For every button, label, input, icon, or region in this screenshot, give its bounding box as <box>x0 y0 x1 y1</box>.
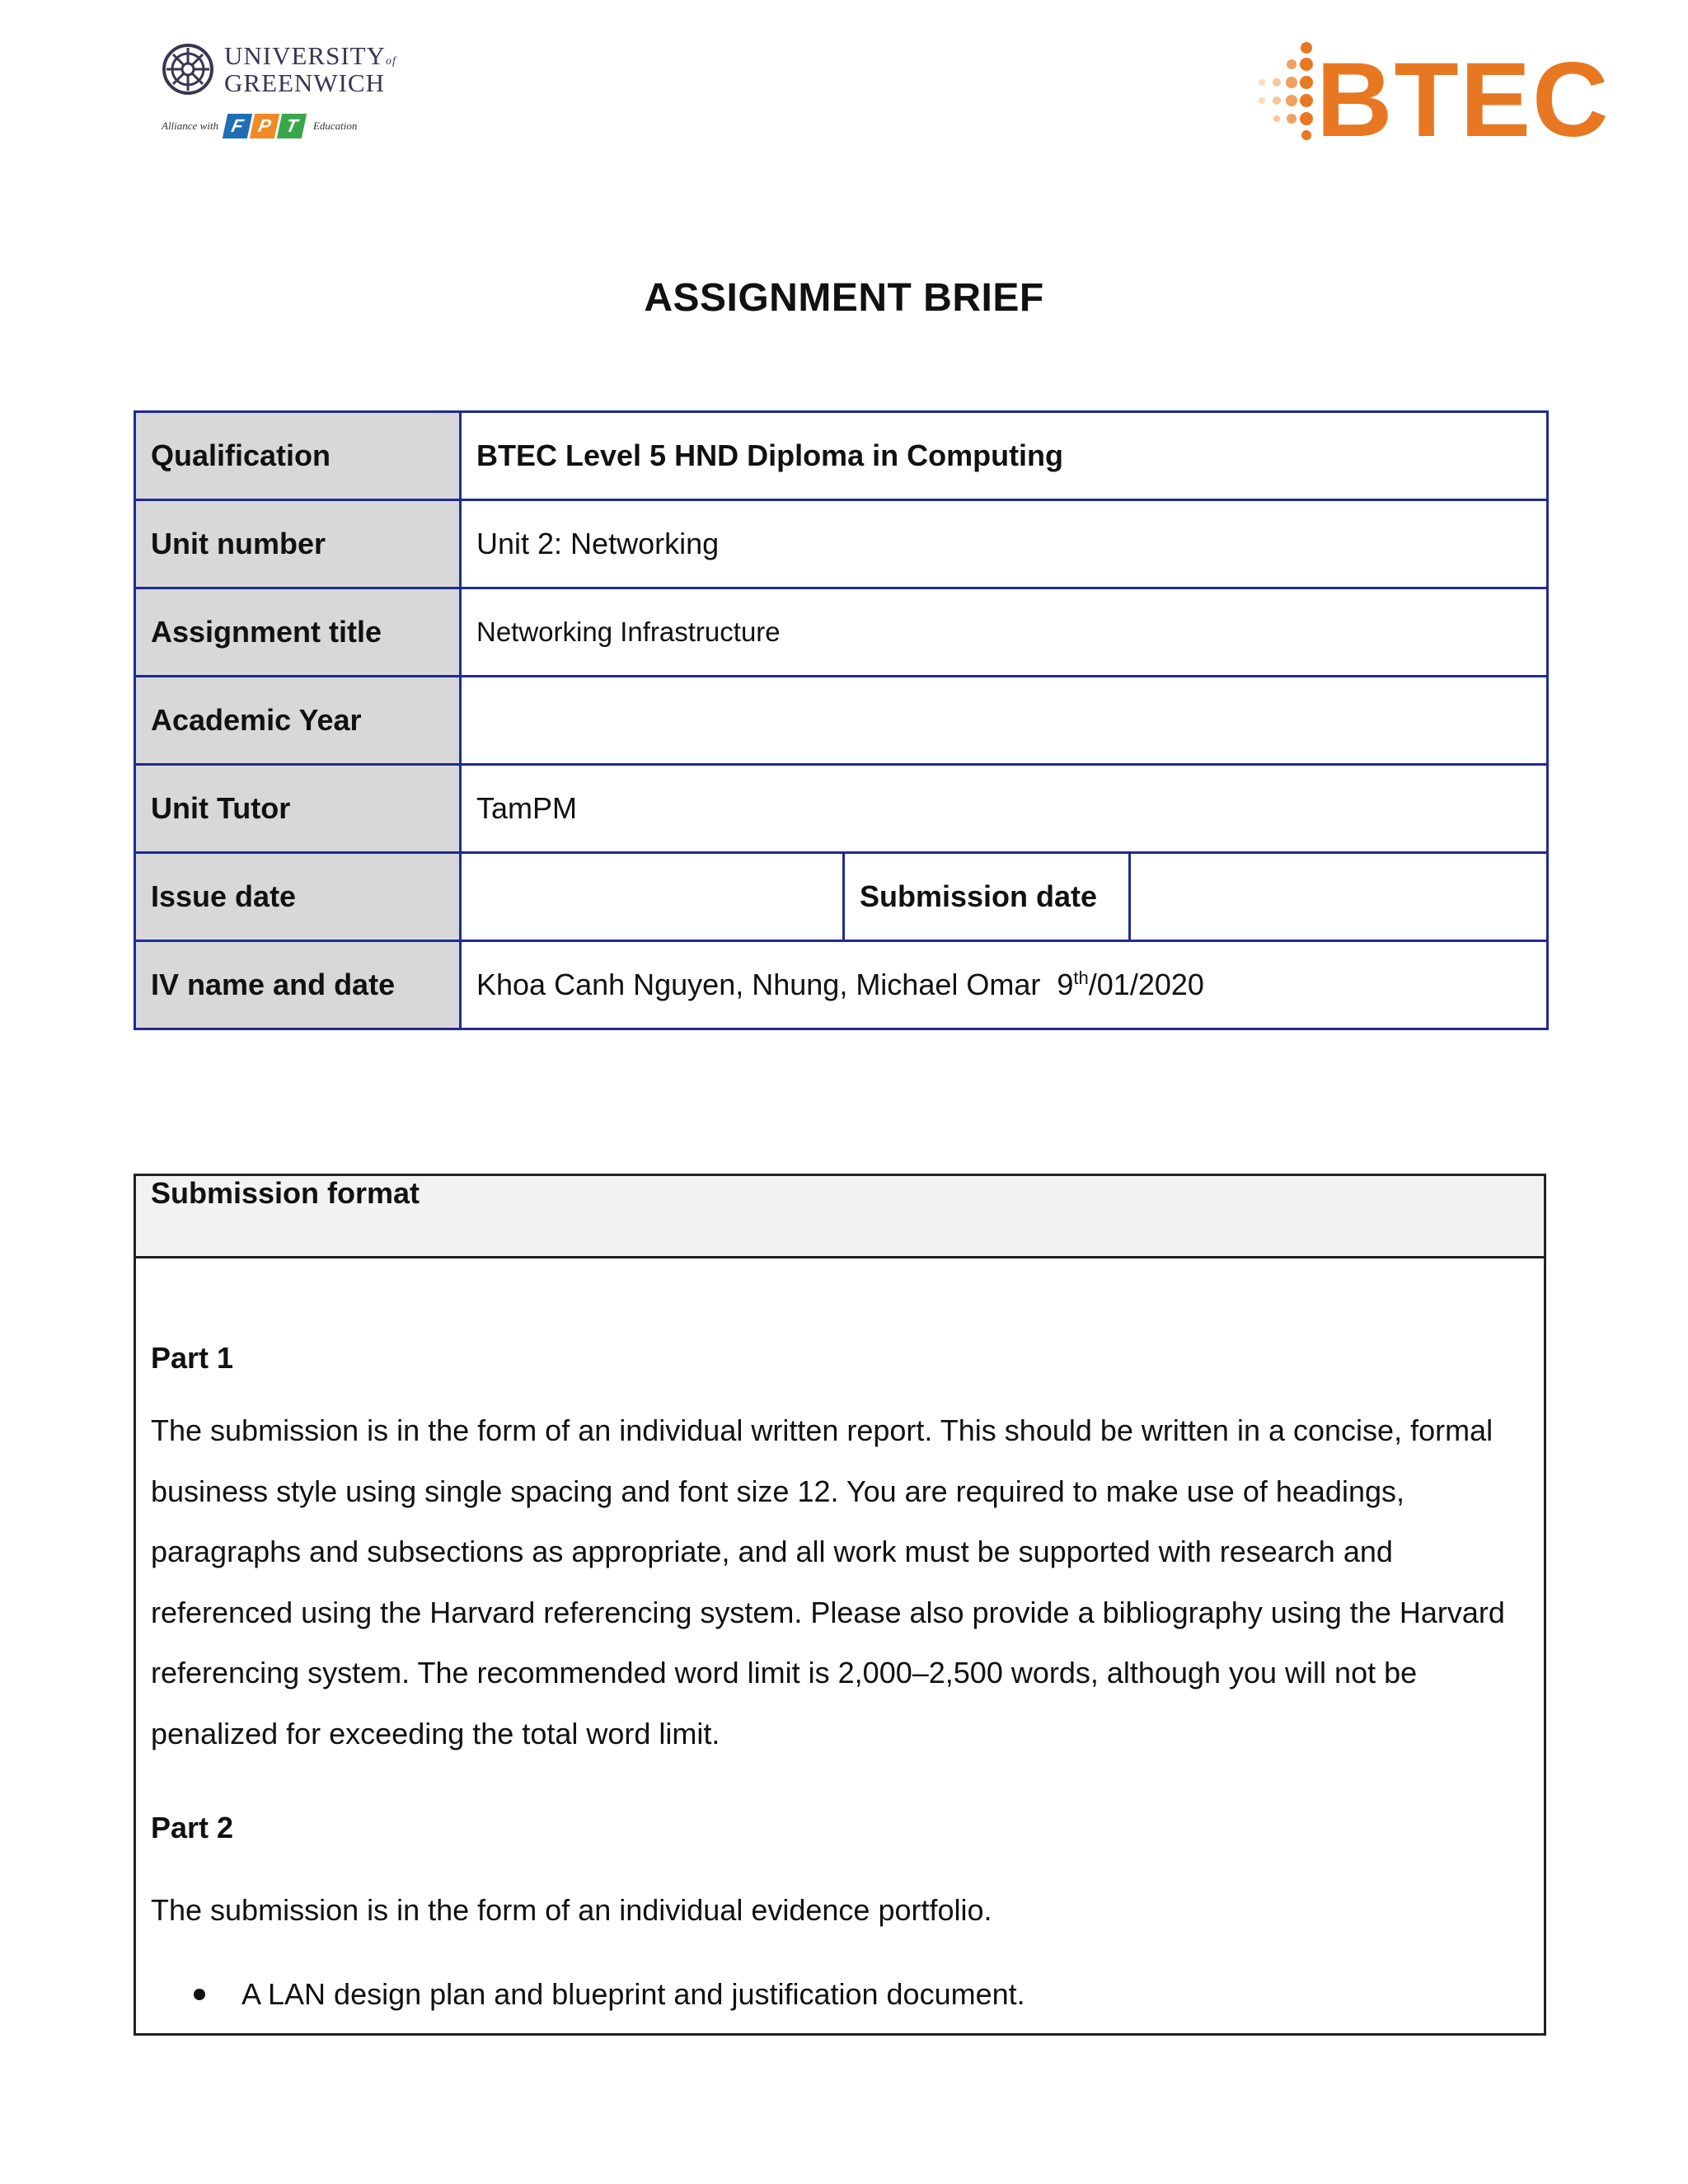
qualification-value: BTEC Level 5 HND Diploma in Computing <box>461 412 1548 500</box>
list-item-text: A LAN design plan and blueprint and justification document. <box>241 1977 1025 2011</box>
btec-wordmark: BTEC <box>1316 41 1611 159</box>
unit-tutor-label: Unit Tutor <box>135 765 461 853</box>
table-row-unit-tutor <box>135 765 1548 853</box>
page-title: ASSIGNMENT BRIEF <box>644 276 1044 320</box>
unit-number-label: Unit number <box>135 500 461 588</box>
submission-format-header: Submission format <box>136 1176 1544 1258</box>
iv-name-value <box>461 941 1548 1029</box>
alliance-suffix: Education <box>312 120 358 132</box>
academic-year-value <box>461 677 1548 765</box>
iv-names: Khoa Canh Nguyen, Nhung, Michael Omar <box>476 968 1041 1001</box>
btec-dots-icon <box>1249 38 1323 153</box>
part2-heading: Part 2 <box>151 1811 234 1844</box>
alliance-prefix: Alliance with <box>162 120 218 132</box>
fpt-letter-p: P <box>250 114 279 138</box>
table-row-assignment-title <box>135 588 1548 677</box>
greenwich-word: GREENWICH <box>224 68 385 97</box>
university-word: UNIVERSITY <box>224 41 386 70</box>
university-seal-icon <box>162 43 214 96</box>
qualification-label: Qualification <box>135 412 461 500</box>
fpt-letter-f: F <box>223 114 252 138</box>
submission-format-box <box>134 1174 1546 2036</box>
list-item <box>194 1977 1025 2012</box>
fpt-logo <box>225 114 307 138</box>
assignment-title-value: Networking Infrastructure <box>461 588 1548 677</box>
issue-date-value <box>461 853 844 941</box>
assignment-info-table <box>134 410 1549 1030</box>
table-row-iv-name <box>135 941 1548 1029</box>
table-row-academic-year <box>135 677 1548 765</box>
btec-logo <box>1249 38 1611 159</box>
unit-tutor-value: TamPM <box>461 765 1548 853</box>
part2-paragraph: The submission is in the form of an individual evidence portfolio. <box>151 1893 992 1927</box>
submission-date-value <box>1130 853 1548 941</box>
iv-date-rest: /01/2020 <box>1088 968 1204 1001</box>
table-row-qualification <box>135 412 1548 500</box>
part1-heading: Part 1 <box>151 1341 234 1375</box>
iv-name-label: IV name and date <box>135 941 461 1029</box>
submission-date-label: Submission date <box>844 853 1130 941</box>
unit-number-value: Unit 2: Networking <box>461 500 1548 588</box>
issue-date-label: Issue date <box>135 853 461 941</box>
university-of: of <box>386 55 396 68</box>
table-row-unit-number <box>135 500 1548 588</box>
iv-date-suffix: th <box>1073 968 1089 988</box>
bullet-icon <box>194 1989 205 2000</box>
table-row-dates <box>135 853 1548 941</box>
iv-date-day: 9 <box>1057 968 1074 1001</box>
part1-paragraph: The submission is in the form of an individual written report. This should be written in a concise, formal business style using single spacing and font size 12. You are required to make use of headings, paragraphs and subsections as appropriate, and all work must be supported with research and referenced using the Harvard referencing system. Please also provide a bibliography using the Harvard referencing system. The recommended word limit is 2,000–2,500 words, although you will not be penalized for exceeding the total word limit. <box>151 1413 1505 1750</box>
university-of-greenwich-logo <box>162 43 409 166</box>
assignment-title-label: Assignment title <box>135 588 461 677</box>
academic-year-label: Academic Year <box>135 677 461 765</box>
fpt-letter-t: T <box>277 114 307 138</box>
